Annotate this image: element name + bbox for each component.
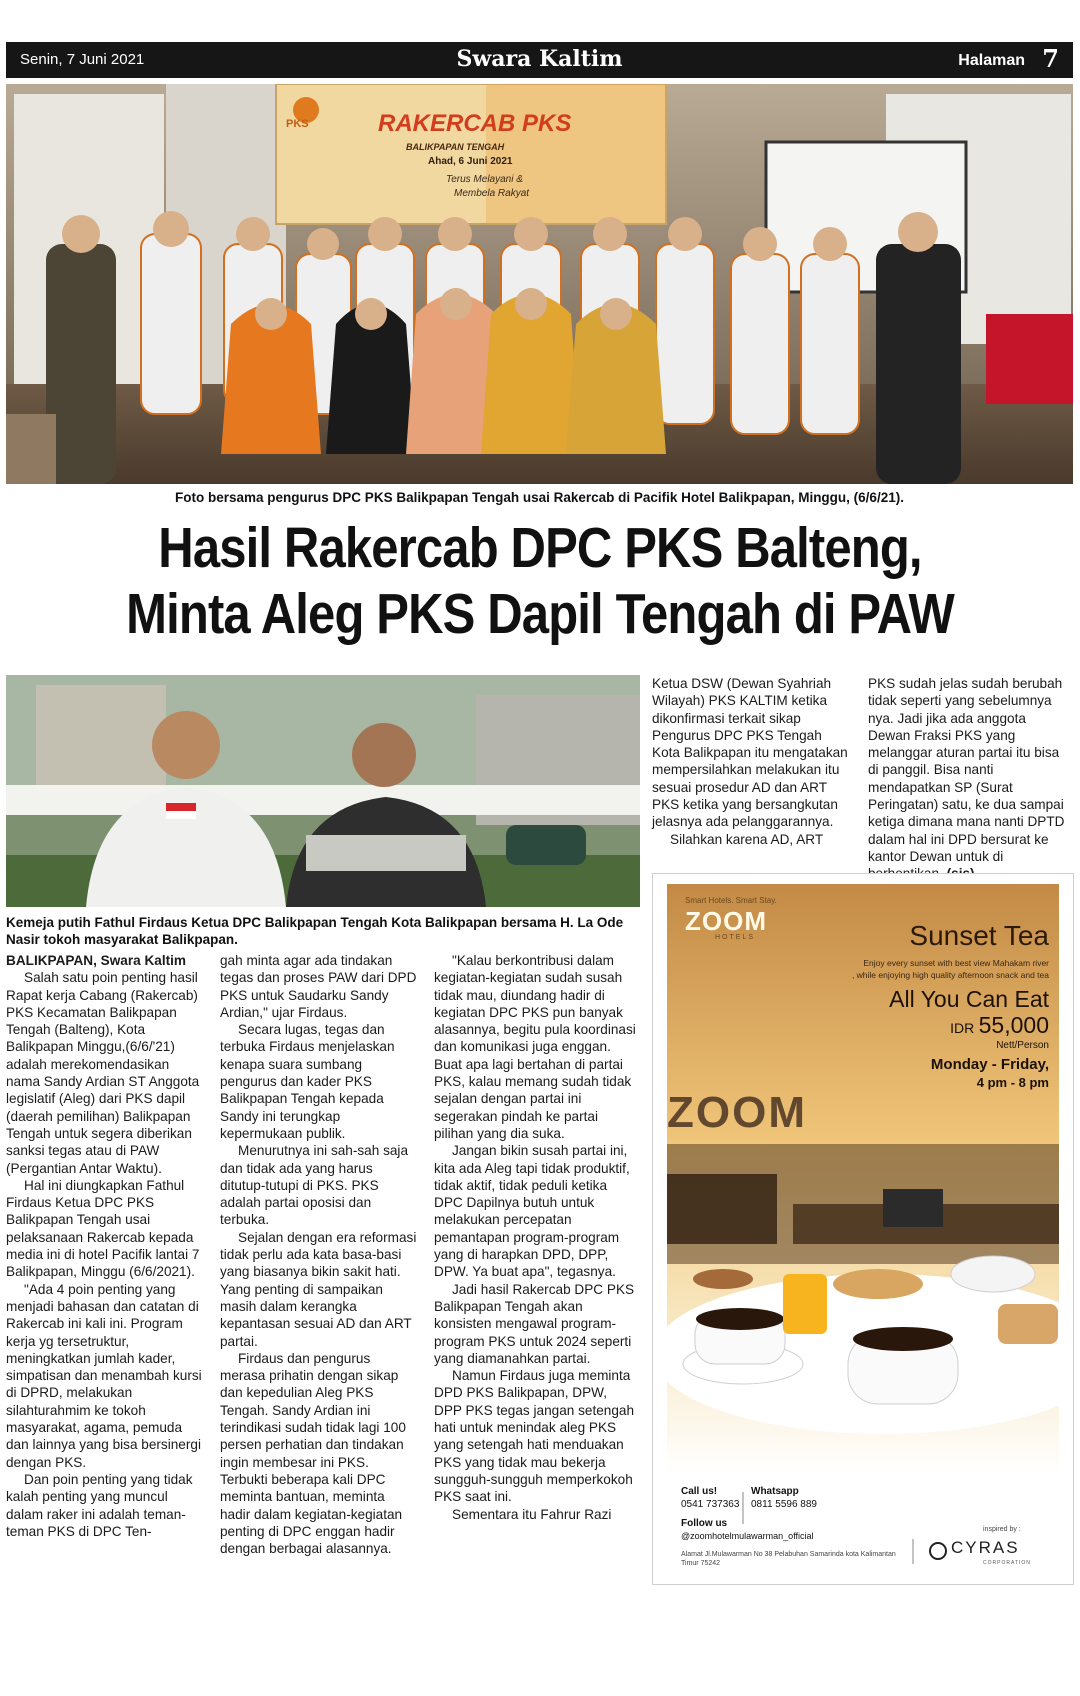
ad-whatsapp-number[interactable]: 0811 5596 889 [751, 1499, 817, 1510]
ad-brand-tagline: Smart Hotels. Smart Stay. [685, 896, 777, 905]
headline [76, 515, 1005, 647]
paragraph: Dan poin penting yang tidak kalah penting yang muncul dalam raker ini adalah teman-teman PKS di DPC Ten- [6, 1471, 193, 1539]
article-column-5 [868, 675, 1072, 883]
banner-slogan-1: Terus Melayani & [446, 174, 523, 185]
ad-currency: IDR [950, 1020, 975, 1036]
ad-price-note: Nett/Person [996, 1040, 1049, 1051]
portrait-photo-caption: Kemeja putih Fathul Firdaus Ketua DPC Balikpapan Tengah Kota Balikpapan bersama H. La Ode Nasir tokoh masyarakat Balikpapan. [6, 915, 624, 947]
ad-partner-logo: CYRAS [951, 1538, 1020, 1557]
headline-line-2: Minta Aleg PKS Dapil Tengah di PAW [126, 582, 954, 646]
banner-subtitle: BALIKPAPAN TENGAH [406, 142, 505, 152]
dateline: BALIKPAPAN, Swara Kaltim [6, 953, 187, 968]
page-header [6, 42, 1073, 78]
ad-rooftop-sign: ZOOM [667, 1088, 807, 1137]
article-column-2 [220, 952, 418, 1557]
newspaper-name: Swara Kaltim [456, 46, 623, 72]
ad-partner-sub: CORPORATION [983, 1560, 1031, 1566]
paragraph: Sementara itu Fahrur Razi [452, 1506, 612, 1522]
ad-call-label: Call us! [681, 1486, 718, 1497]
portrait-photo-illustration [6, 675, 640, 907]
ad-whatsapp-label: Whatsapp [751, 1486, 799, 1497]
paragraph: Firdaus dan pengurus merasa prihatin dengan sikap dan kepedulian Aleg PKS Tengah. Sandy Ardian ini terindikasi sudah tidak lagi 100 persen perhatian dan tindakan ingin membesar ini PKS. Terbukti beberapa kali DPC meminta bantuan, meminta hadir dalam kegiatan-kegiatan penting di DPC enggan hadir dengan berbagai alasannya. [220, 1350, 406, 1557]
paragraph: Ketua DSW (Dewan Syahriah Wilayah) PKS KALTIM ketika dikonfirmasi terkait sikap Pengurus DPC PKS Tengah Kota Balikpapan itu mengatakan mempersilahkan melakukan itu sesuai prosedur AD dan ART PKS ketika yang bersangkutan jelasnya ada pelanggarannya. [652, 676, 848, 830]
banner-title: RAKERCAB PKS [378, 110, 572, 137]
paragraph: gah minta agar ada tindakan tegas dan proses PAW dari DPD PKS untuk Saudarku Sandy Ardian," ujar Firdaus. [220, 953, 417, 1020]
paragraph: Secara lugas, tegas dan terbuka Firdaus menjelaskan kenapa suara sumbang pengurus dan kader PKS Balikpapan Tengah kepada Sandy ini terungkap kepermukaan publik. [220, 1022, 395, 1141]
page-label: Halaman [958, 52, 1025, 69]
article-column-1 [6, 952, 204, 1540]
issue-date: Senin, 7 Juni 2021 [20, 51, 145, 68]
paragraph: Jangan bikin susah partai ini, kita ada Aleg tapi tidak produktif, tidak aktif, tidak peduli ketika DPC Dapilnya butuh untuk melakukan percepatan pemantapan program-program yang di harapkan DPD, DPP, DPW. Ya buat apa", tegasnya. [434, 1143, 630, 1280]
paragraph: "Ada 4 poin penting yang menjadi bahasan dan catatan di Rakercab ini kali ini. Program kerja yg tersetruktur, meningkatkan jumlah kader, simpatisan dan menambah kursi di DPRD, melakukan silahturahmim ke tokoh masyarakat, agama, pemuda dan lainnya yang bisa bersinergi dengan PKS. [6, 1281, 202, 1470]
paragraph: Silahkan karena AD, ART [670, 831, 824, 847]
party-logo: PKS [286, 118, 309, 130]
event-banner [278, 88, 664, 224]
group-photo [6, 84, 1073, 484]
paragraph: Jadi hasil Rakercab DPC PKS Balikpapan Tengah akan konsisten mengawal program-program PKS untuk 2024 seperti yang diamanahkan partai. [434, 1281, 635, 1366]
top-photo-caption: Foto bersama pengurus DPC PKS Balikpapan Tengah usai Rakercab di Pacifik Hotel Balikpapan, Minggu, (6/6/21). [175, 490, 904, 505]
portrait-photo [6, 675, 640, 907]
paragraph: "Kalau berkontribusi dalam kegiatan-kegiatan sudah susah tidak mau, diundang hadir di kegiatan DPC PKS pun banyak alasannya, begitu pula koordinasi dan komunikasi juga enggan. Buat apa lagi bertahan di partai PKS, kalau memang sudah tidak sejalan dengan partai ini segerakan pindah ke partai pilihan yang dia suka. [434, 953, 636, 1141]
paragraph-text: PKS sudah jelas sudah berubah tidak seperti yang sebelumnya nya. Jadi jika ada anggota Dewan Fraksi PKS yang melanggar aturan partai itu bisa di panggil. Bisa nanti mendapatkan SP (Surat Peringatan) satu, ke dua sampai ketiga dimana mana nanti DPTD dalam hal ini DPD bersurat ke kantor Dewan untuk di [868, 676, 1065, 864]
banner-slogan-2: Membela Rakyat [454, 188, 530, 199]
ad-days: Monday - Friday, [930, 1056, 1049, 1073]
paragraph: Salah satu poin penting hasil Rapat kerja Cabang (Rakercab) PKS Kecamatan Balikpapan Tengah (Balteng), Kota Balikpapan Minggu,(6/6/'21) adalah merekomendasikan nama Sandy Ardian ST Anggota legislatif (Aleg) dari PKS dapil (daerah pemilihan) Balikpapan Tengah untuk segera diberikan sanksi tegas atau di PAW (Pergantian Antar Waktu). [6, 970, 200, 1176]
paragraph: Sejalan dengan era reformasi tidak perlu ada kata basa-basi yang biasanya bikin sakit hati. Yang penting di sampaikan masih dalam kerangka kepantasan sesuai AD dan ART partai. [220, 1229, 417, 1349]
ad-follow-label: Follow us [681, 1518, 728, 1529]
banner-date: Ahad, 6 Juni 2021 [428, 156, 513, 167]
ad-follow-handle[interactable]: @zoomhotelmulawarman_official [681, 1531, 814, 1541]
article-column-4 [652, 675, 848, 848]
ad-hours: 4 pm - 8 pm [976, 1075, 1049, 1090]
ad-brand-logo: ZOOM [685, 906, 767, 936]
ad-description-2: , while enjoying high quality afternoon snack and tea [851, 970, 1049, 980]
ad-offer: All You Can Eat [889, 986, 1049, 1012]
ad-inspired-label: inspired by : [983, 1526, 1021, 1533]
ad-price-value: 55,000 [978, 1012, 1049, 1038]
sunset-tea-advertisement [652, 873, 1074, 1585]
ad-call-number[interactable]: 0541 737363 [681, 1499, 740, 1510]
paragraph: Namun Firdaus juga meminta DPD PKS Balikpapan, DPW, DPP PKS tegas jangan setengah hati untuk menindak aleg PKS yang setengah hati menduakan PKS yang tidak mau bekerja sungguh-sungguh memperkokoh PKS saat ini. [434, 1368, 635, 1505]
ad-description-1: Enjoy every sunset with best view Mahakam river [863, 958, 1049, 968]
headline-line-1: Hasil Rakercab DPC PKS Balteng, [158, 516, 922, 580]
ad-title: Sunset Tea [909, 920, 1049, 951]
ad-brand-sub: HOTELS [715, 934, 756, 941]
paragraph: Hal ini diungkapkan Fathul Firdaus Ketua DPC PKS Balikpapan Tengah usai pelaksanaan Rakercab kepada media ini di hotel Pacifik lantai 7 Balikpapan, Minggu (6/6/2021). [6, 1177, 200, 1280]
article-column-3 [434, 952, 636, 1523]
ad-background [653, 874, 1073, 1584]
page-number: 7 [1042, 44, 1059, 73]
ad-address: Alamat Jl.Mulawarman No 38 Pelabuhan Samarinda kota Kalimantan Timur 75242 [681, 1551, 896, 1567]
ad-price [950, 1012, 1049, 1039]
paragraph [868, 675, 1072, 883]
paragraph: Menurutnya ini sah-sah saja dan tidak ada yang harus ditutup-tutupi di PKS. PKS adalah partai oposisi dan terbuka. [220, 1143, 409, 1228]
